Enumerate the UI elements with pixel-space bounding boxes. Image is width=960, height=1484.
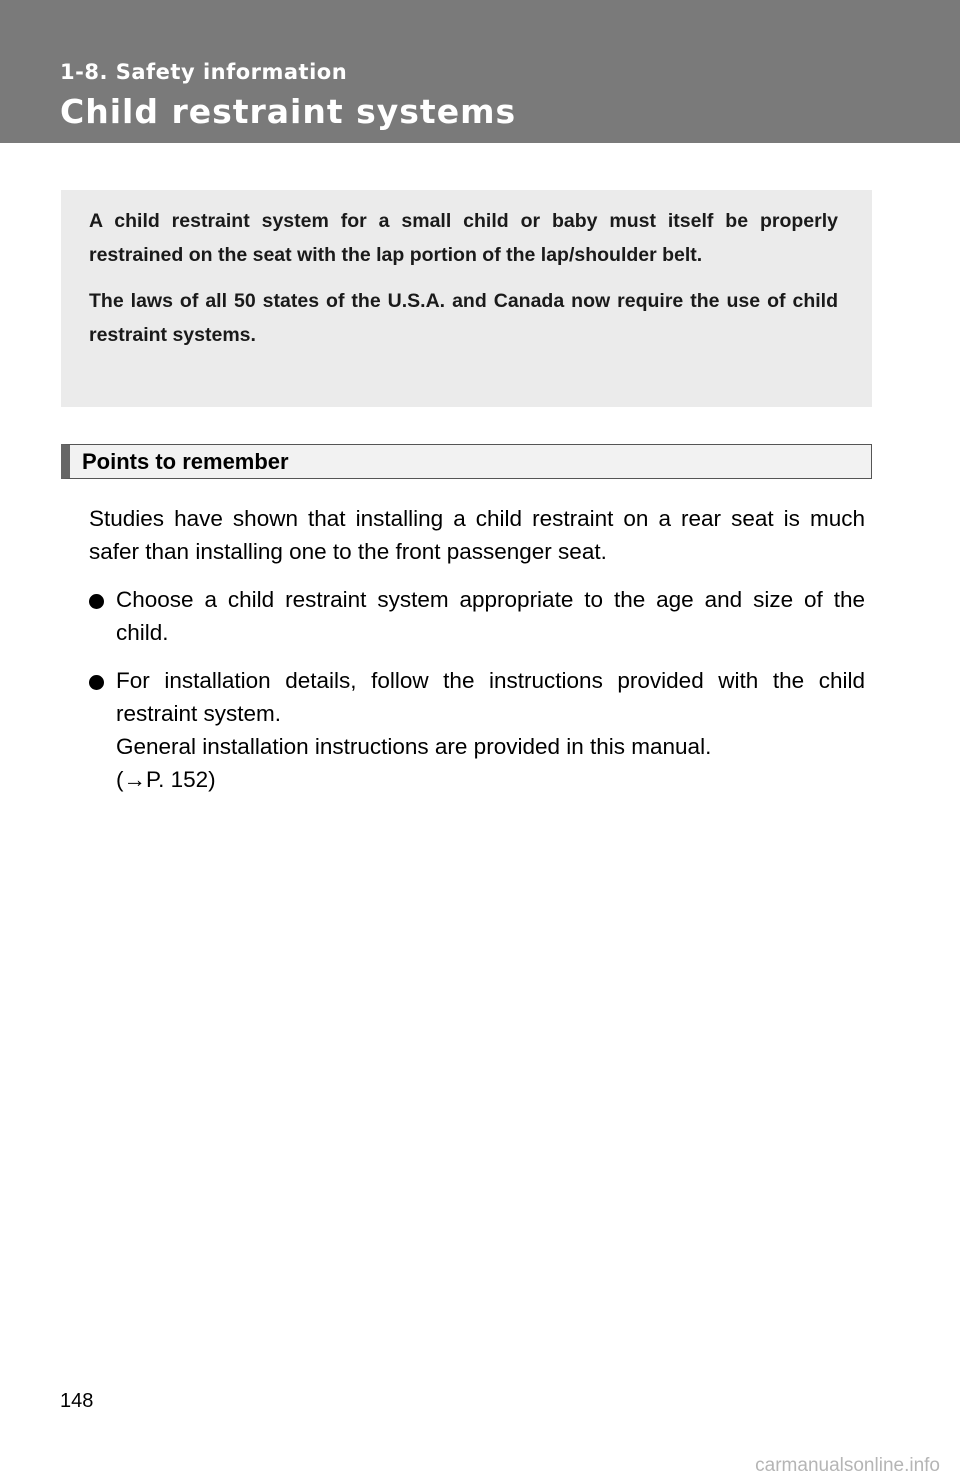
intro-paragraph-2: The laws of all 50 states of the U.S.A. and Canada now require the use of child restraint systems. (89, 290, 838, 346)
points-heading-bar (61, 444, 872, 479)
points-body (89, 502, 865, 811)
page-title: Child restraint systems (60, 92, 517, 131)
bullet-dot-icon (89, 594, 104, 609)
section-label: 1-8. Safety information (60, 60, 348, 84)
list-item (89, 583, 865, 649)
list-item (89, 664, 865, 796)
page-number: 148 (60, 1390, 94, 1412)
bullet-note: General installation instructions are provided in this manual. (116, 734, 712, 759)
intro-box (61, 190, 872, 407)
lead-paragraph: Studies have shown that installing a child restraint on a rear seat is much safer than installing one to the front passenger seat. (89, 506, 865, 564)
bullet-text: Choose a child restraint system appropriate to the age and size of the child. (116, 587, 865, 645)
bullet-dot-icon (89, 675, 104, 690)
points-heading: Points to remember (82, 449, 289, 474)
page-reference-link[interactable]: (→P. 152) (116, 767, 216, 792)
watermark: carmanualsonline.info (755, 1455, 940, 1476)
intro-paragraph-1: A child restraint system for a small child or baby must itself be properly restrained on the seat with the lap portion of the lap/shoulder belt. (89, 210, 838, 266)
bullet-text: For installation details, follow the instructions provided with the child restraint system. (116, 668, 865, 726)
page-header (0, 0, 960, 143)
